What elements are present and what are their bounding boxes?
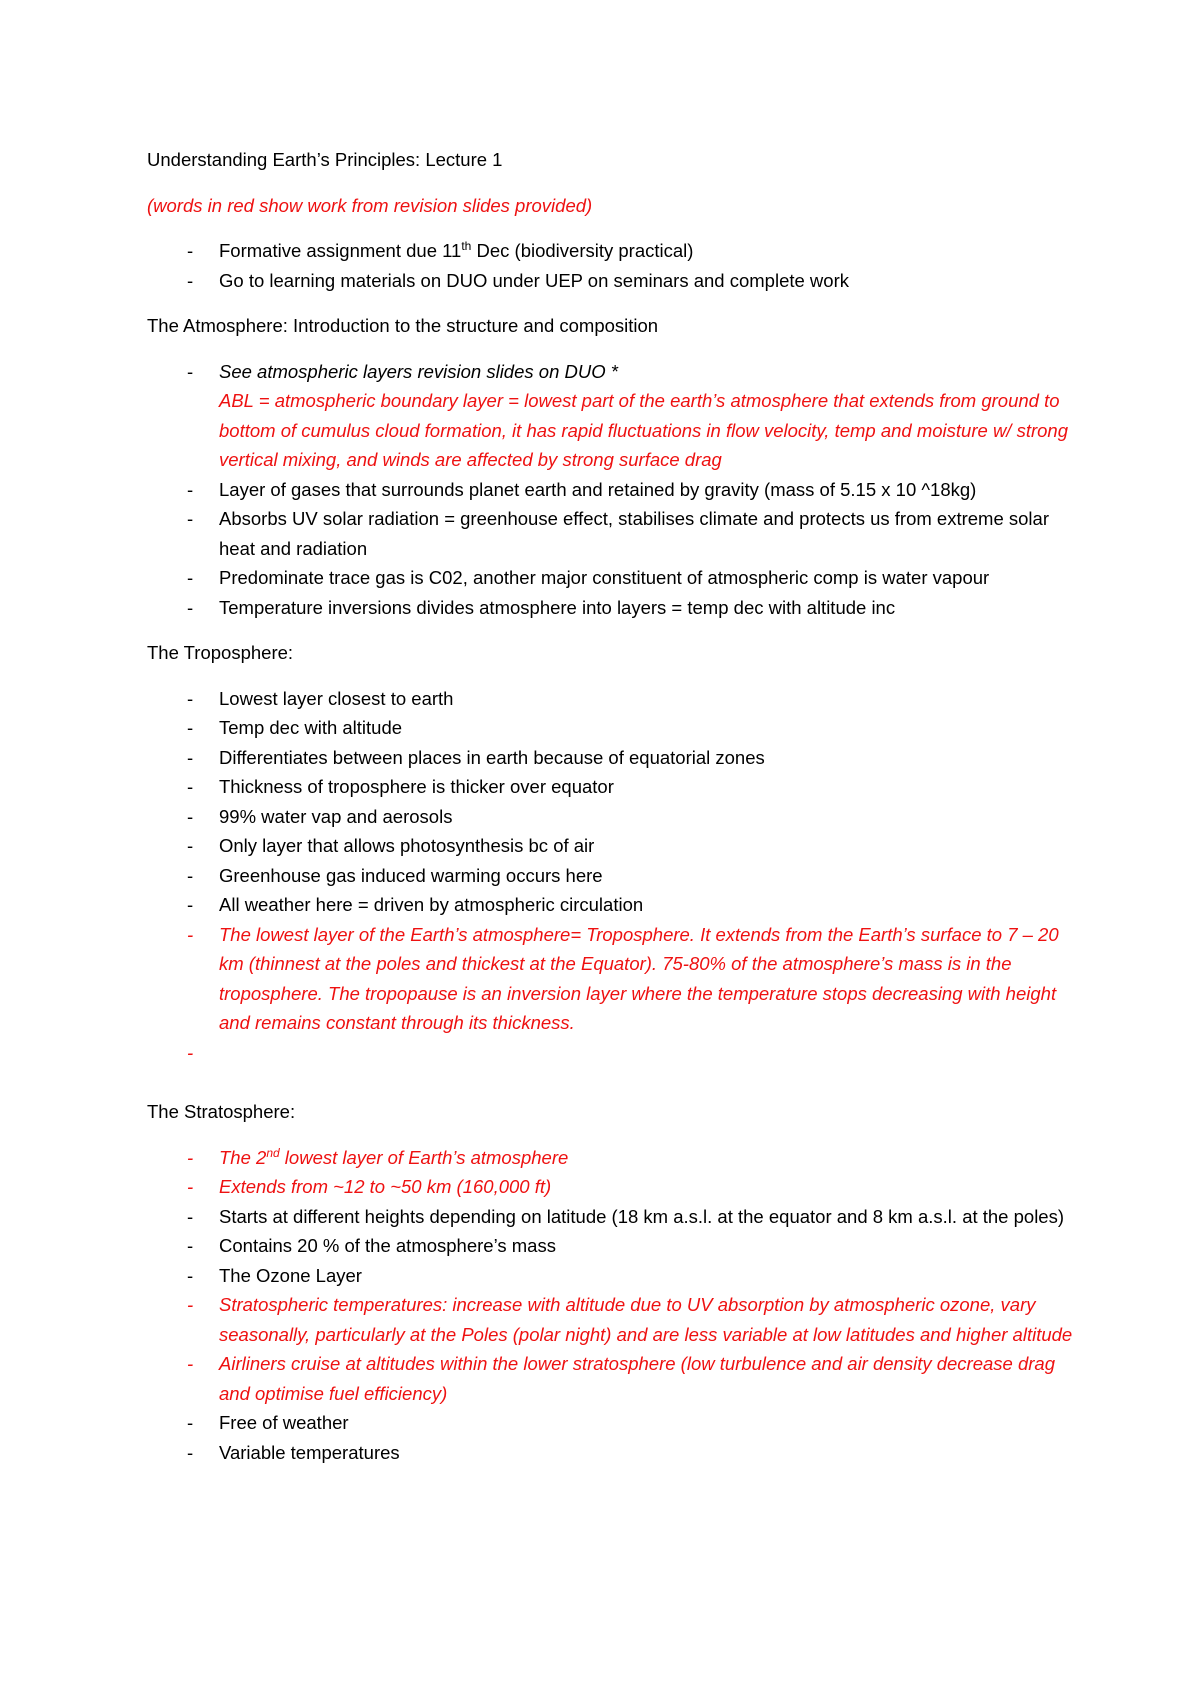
list-item-empty <box>147 1038 1077 1068</box>
dash-bullet: - <box>187 1146 194 1168</box>
section-heading-troposphere: The Troposphere: <box>147 642 294 663</box>
dash-bullet: - <box>187 1441 194 1463</box>
dash-bullet: - <box>187 508 194 529</box>
dash-bullet: - <box>187 269 194 291</box>
dash-bullet: - <box>187 596 194 618</box>
atmosphere-list <box>147 357 1077 623</box>
dash-bullet: - <box>187 746 194 768</box>
dash-bullet: - <box>187 1235 194 1256</box>
dash-bullet: - <box>187 776 194 797</box>
list-item: - Differentiates between places in earth because of equatorial zones <box>147 743 1077 773</box>
dash-bullet: - <box>187 1205 194 1227</box>
list-item: - Stratospheric temperatures: increase with altitude due to UV absorption by atmospheric ozone, vary seasonally, particularly at the Poles (polar night) and are less variable at low latitudes and higher altitude <box>147 1290 1077 1349</box>
list-item: - Free of weather <box>147 1408 1077 1438</box>
dash-bullet: - <box>187 717 194 738</box>
list-item: - Thickness of troposphere is thicker over equator <box>147 772 1077 802</box>
list-item: - Greenhouse gas induced warming occurs here <box>147 861 1077 891</box>
dash-bullet: - <box>187 864 194 886</box>
stratosphere-list <box>147 1143 1077 1468</box>
list-item: - Go to learning materials on DUO under UEP on seminars and complete work <box>147 266 1077 296</box>
list-item: - All weather here = driven by atmospheric circulation <box>147 890 1077 920</box>
list-item: - Only layer that allows photosynthesis bc of air <box>147 831 1077 861</box>
list-item: - Absorbs UV solar radiation = greenhouse effect, stabilises climate and protects us from extreme solar heat and radiation <box>147 504 1077 563</box>
list-item: - The lowest layer of the Earth’s atmosphere= Troposphere. It extends from the Earth’s surface to 7 – 20 km (thinnest at the poles and thickest at the Equator). 75-80% of the atmosphere’s mass is in the troposphere. The tropopause is an inversion layer where the temperature stops decreasing with height and remains constant through its thickness. <box>147 920 1077 1038</box>
dash-bullet: - <box>187 894 194 915</box>
dash-bullet: - <box>187 1264 194 1286</box>
dash-bullet: - <box>187 1353 194 1374</box>
document-title: Understanding Earth’s Principles: Lecture 1 <box>147 149 503 170</box>
list-item <box>147 357 1077 475</box>
list-item: - Lowest layer closest to earth <box>147 684 1077 714</box>
section-heading-atmosphere: The Atmosphere: Introduction to the structure and composition <box>147 315 659 336</box>
list-item: - The Ozone Layer <box>147 1261 1077 1291</box>
section-heading-stratosphere: The Stratosphere: <box>147 1101 296 1122</box>
list-item: - Temp dec with altitude <box>147 713 1077 743</box>
list-item: - Formative assignment due 11th Dec (biodiversity practical) <box>147 236 1077 266</box>
dash-bullet: - <box>187 360 194 382</box>
list-item: - Variable temperatures <box>147 1438 1077 1468</box>
dash-bullet: - <box>187 923 194 945</box>
list-item: - The 2nd lowest layer of Earth’s atmosphere <box>147 1143 1077 1173</box>
list-item: - Starts at different heights depending on latitude (18 km a.s.l. at the equator and 8 km a.s.l. at the poles) <box>147 1202 1077 1232</box>
dash-bullet: - <box>187 567 194 588</box>
list-item: - Airliners cruise at altitudes within the lower stratosphere (low turbulence and air density decrease drag and optimise fuel efficiency) <box>147 1349 1077 1408</box>
dash-bullet: - <box>187 1176 194 1197</box>
list-item: - Contains 20 % of the atmosphere’s mass <box>147 1231 1077 1261</box>
list-item: - Extends from ~12 to ~50 km (160,000 ft) <box>147 1172 1077 1202</box>
italic-note: See atmospheric layers revision slides on DUO * <box>219 360 618 382</box>
dash-bullet: - <box>187 687 194 709</box>
dash-bullet: - <box>187 1041 194 1063</box>
red-note: ABL = atmospheric boundary layer = lowest part of the earth’s atmosphere that extends from ground to bottom of cumulus cloud formation, it has rapid fluctuations in flow velocity, temp and moisture w/ strong vertical mixing, and winds are affected by strong surface drag <box>219 390 1068 470</box>
dash-bullet: - <box>187 1412 194 1433</box>
dash-bullet: - <box>187 835 194 856</box>
list-item: - Temperature inversions divides atmosphere into layers = temp dec with altitude inc <box>147 593 1077 623</box>
spacer <box>147 1083 1077 1097</box>
red-note: (words in red show work from revision slides provided) <box>147 194 593 216</box>
intro-list <box>147 236 1077 295</box>
document-page <box>147 145 1077 1483</box>
list-item: - Predominate trace gas is C02, another major constituent of atmospheric comp is water vapour <box>147 563 1077 593</box>
dash-bullet: - <box>187 805 194 827</box>
troposphere-list <box>147 684 1077 1068</box>
dash-bullet: - <box>187 240 194 261</box>
list-item: - Layer of gases that surrounds planet earth and retained by gravity (mass of 5.15 x 10 ^18kg) <box>147 475 1077 505</box>
dash-bullet: - <box>187 1294 194 1315</box>
dash-bullet: - <box>187 478 194 500</box>
list-item: - 99% water vap and aerosols <box>147 802 1077 832</box>
